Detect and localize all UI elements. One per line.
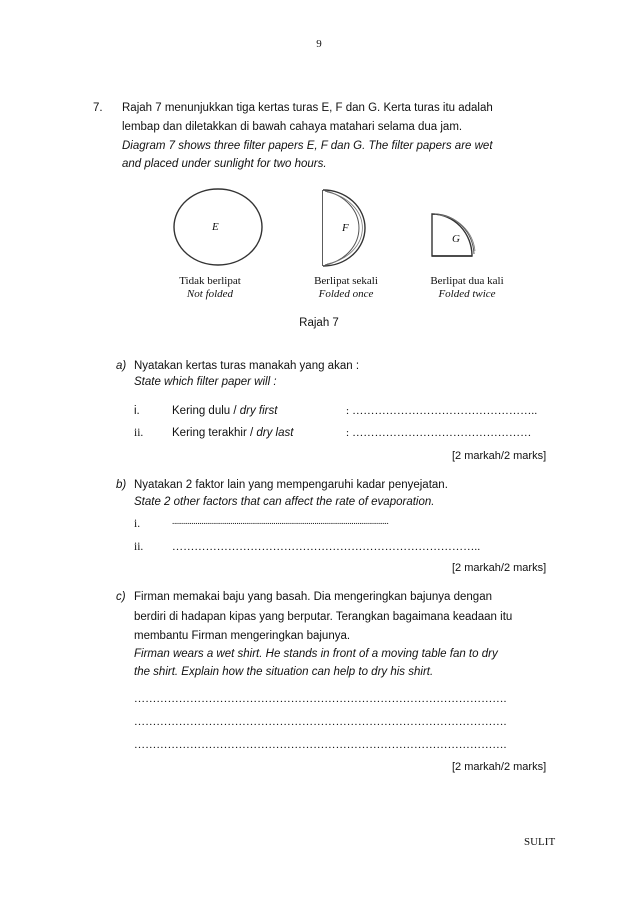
part-c-answer-line-3[interactable]: ………………………………………………………………………………………. (134, 739, 507, 751)
part-c-answer-line-1[interactable]: ………………………………………………………………………………………. (134, 693, 507, 705)
part-c-label: c) (116, 591, 126, 603)
page-number: 9 (316, 38, 322, 50)
part-a-item-1-num: i. (134, 405, 140, 417)
part-a-marks: [2 markah/2 marks] (452, 450, 547, 462)
caption-g (412, 275, 522, 301)
diagram-title: Rajah 7 (299, 317, 339, 329)
part-a-item-2-num: ii. (134, 427, 144, 439)
part-a-malay: Nyatakan kertas turas manakah yang akan : (134, 360, 360, 372)
footer-sulit: SULIT (524, 836, 556, 848)
part-a-item-1-answer[interactable]: : ………………………………………….. (346, 405, 538, 417)
caption-f-malay: Berlipat sekali (314, 275, 378, 287)
part-b-item-1-num: i. (134, 518, 141, 530)
part-a-item-2-english: dry last (256, 427, 294, 439)
part-b-item-1-answer[interactable]: ............................................................................................................... (172, 516, 389, 526)
question-number: 7. (93, 102, 103, 114)
part-a-item-1-malay: Kering dulu / (172, 405, 240, 417)
caption-g-english: Folded twice (438, 288, 496, 300)
part-c-english-2: the shirt. Explain how the situation can help to dry his shirt. (134, 666, 434, 678)
part-a-item-1-text (172, 405, 277, 417)
question-text-english-2: and placed under sunlight for two hours. (122, 158, 327, 170)
paper-g-letter: G (452, 233, 460, 245)
filter-paper-e (170, 187, 270, 269)
part-c-answer-line-2[interactable]: ………………………………………………………………………………………. (134, 716, 507, 728)
part-c-malay-1: Firman memakai baju yang basah. Dia mengeringkan bajunya dengan (134, 591, 492, 603)
caption-e-malay: Tidak berlipat (179, 275, 241, 287)
part-b-item-2-num: ii. (134, 541, 144, 553)
part-c-english-1: Firman wears a wet shirt. He stands in front of a moving table fan to dry (134, 648, 498, 660)
part-a-english: State which filter paper will : (134, 376, 277, 388)
part-b-marks: [2 markah/2 marks] (452, 562, 547, 574)
part-b-item-2-answer[interactable]: ……………………………………………………………………….. (172, 541, 481, 553)
paper-e-letter: E (212, 221, 219, 233)
part-a-item-2-malay: Kering terakhir / (172, 427, 257, 439)
caption-g-malay: Berlipat dua kali (430, 275, 504, 287)
caption-e (160, 275, 260, 301)
part-c-malay-2: berdiri di hadapan kipas yang berputar. Terangkan bagaimana keadaan itu (134, 611, 513, 623)
caption-f-english: Folded once (318, 288, 374, 300)
part-a-item-1-english: dry first (239, 405, 278, 417)
part-b-malay: Nyatakan 2 faktor lain yang mempengaruhi kadar penyejatan. (134, 479, 448, 491)
part-b-label: b) (116, 479, 127, 491)
question-text-malay-2: lembap dan diletakkan di bawah cahaya matahari selama dua jam. (122, 121, 463, 133)
part-a-item-2-text (172, 427, 293, 439)
question-text-english-1: Diagram 7 shows three filter papers E, F dan G. The filter papers are wet (122, 140, 493, 152)
part-a-item-2-answer[interactable]: : ………………………………………… (346, 427, 532, 439)
part-c-malay-3: membantu Firman mengeringkan bajunya. (134, 630, 351, 642)
caption-e-english: Not folded (186, 288, 234, 300)
question-text-malay-1: Rajah 7 menunjukkan tiga kertas turas E, F dan G. Kerta turas itu adalah (122, 102, 493, 114)
part-b-english: State 2 other factors that can affect the rate of evaporation. (134, 496, 435, 508)
part-a-label: a) (116, 360, 127, 372)
part-c-marks: [2 markah/2 marks] (452, 761, 547, 773)
caption-f (296, 275, 396, 301)
paper-f-letter: F (342, 222, 349, 234)
